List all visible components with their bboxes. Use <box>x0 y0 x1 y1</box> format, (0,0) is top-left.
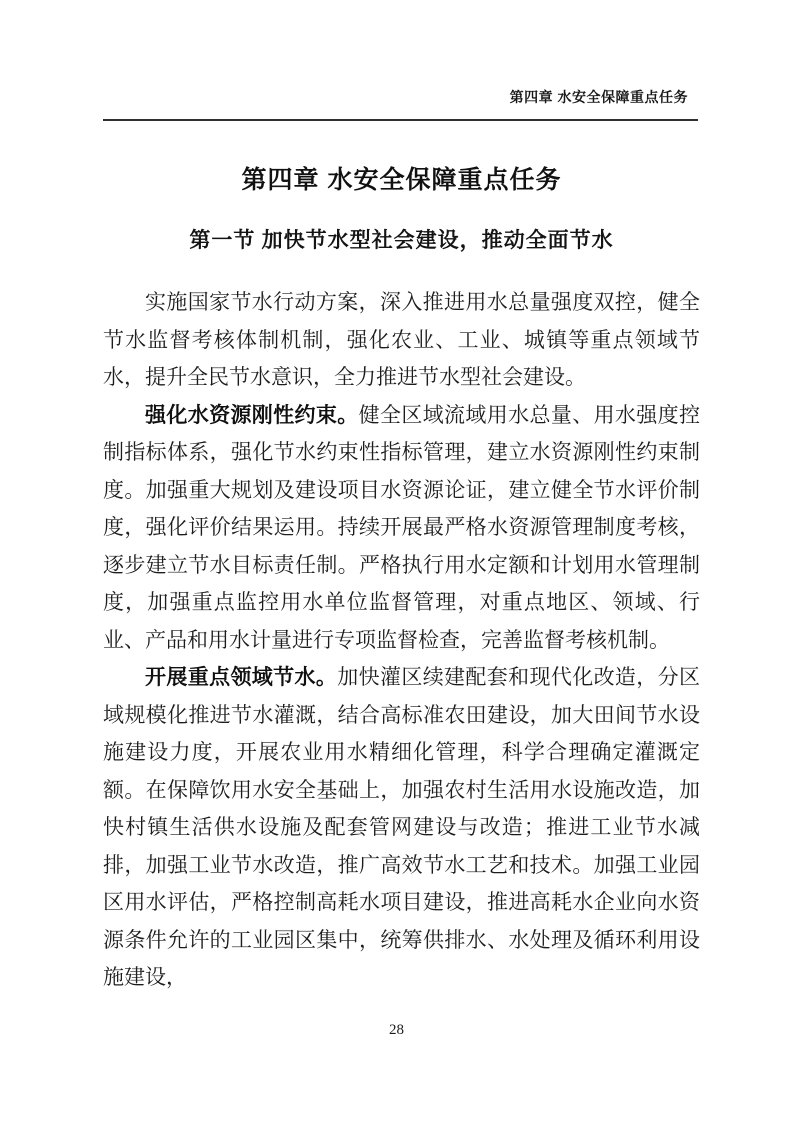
paragraph-intro <box>103 284 700 397</box>
chapter-title: 第四章 水安全保障重点任务 <box>241 166 562 194</box>
paragraph-lead: 开展重点领域节水。 <box>145 666 338 689</box>
paragraph-lead: 强化水资源刚性约束。 <box>145 403 359 427</box>
body-text <box>103 284 700 997</box>
page-number: 28 <box>389 1022 404 1038</box>
paragraph-key-sectors <box>103 659 700 997</box>
paragraph-rigid-constraints <box>103 397 700 660</box>
section-title: 第一节 加快节水型社会建设，推动全面节水 <box>189 228 614 252</box>
running-header-text: 第四章 水安全保障重点任务 <box>509 89 688 105</box>
paragraph-text: 实施国家节水行动方案，深入推进用水总量强度双控，健全节水监督考核体制机制，强化农业、工业、城镇等重点领域节水，提升全民节水意识，全力推进节水型社会建设。 <box>103 290 700 389</box>
paragraph-text: 健全区域流域用水总量、用水强度控制指标体系，强化节水约束性指标管理，建立水资源刚性约束制度。加强重大规划及建设项目水资源论证，建立健全节水评价制度，强化评价结果运用。持续开展最严格水资源管理制度考核，逐步建立节水目标责任制。严格执行用水定额和计划用水管理制度，加强重点监控用水单位监督管理，对重点地区、领域、行业、产品和用水计量进行专项监督检查，完善监督考核机制。 <box>103 402 701 652</box>
paragraph-text: 加快灌区续建配套和现代化改造，分区域规模化推进节水灌溉，结合高标准农田建设，加大田间节水设施建设力度，开展农业用水精细化管理，科学合理确定灌溉定额。在保障饮用水安全基础上，加强农村生活用水设施改造，加快村镇生活供水设施及配套管网建设与改造；推进工业节水减排，加强工业节水改造，推广高效节水工艺和技术。加强工业园区用水评估，严格控制高耗水项目建设，推进高耗水企业向水资源条件允许的工业园区集中，统筹供排水、水处理及循环利用设施建设， <box>103 665 701 989</box>
header-rule <box>103 119 698 121</box>
running-header <box>103 89 688 105</box>
